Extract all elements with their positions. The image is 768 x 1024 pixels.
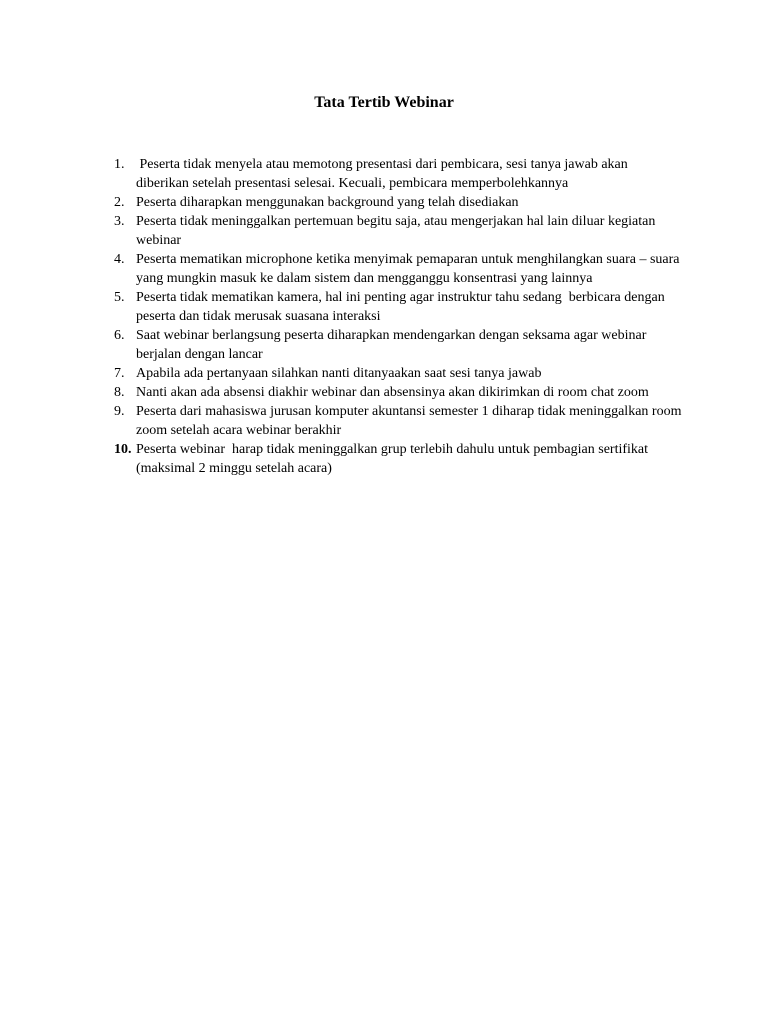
rule-number: 1. bbox=[114, 157, 125, 172]
rule-text: Peserta tidak meninggalkan pertemuan begitu saja, atau mengerjakan hal lain diluar kegiatan webinar bbox=[136, 214, 656, 248]
rule-text: Apabila ada pertanyaan silahkan nanti ditanyaakan saat sesi tanya jawab bbox=[136, 366, 542, 381]
rule-text: Peserta tidak menyela atau memotong presentasi dari pembicara, sesi tanya jawab akan diberikan setelah presentasi selesai. Kecuali, pembicara memperbolehkannya bbox=[136, 157, 632, 191]
document-title: Tata Tertib Webinar bbox=[314, 94, 454, 111]
rule-number: 8. bbox=[114, 385, 125, 400]
rule-item-3 bbox=[114, 212, 684, 250]
rule-number: 7. bbox=[114, 366, 125, 381]
rule-item-7 bbox=[114, 364, 684, 383]
rule-item-1 bbox=[114, 155, 684, 193]
rule-number: 9. bbox=[114, 404, 125, 419]
rule-text: Nanti akan ada absensi diakhir webinar dan absensinya akan dikirimkan di room chat zoom bbox=[136, 385, 649, 400]
rule-text: Peserta tidak mematikan kamera, hal ini penting agar instruktur tahu sedang berbicara dengan peserta dan tidak merusak suasana interaksi bbox=[136, 290, 669, 324]
rule-item-5 bbox=[114, 288, 684, 326]
rule-text: Peserta dari mahasiswa jurusan komputer akuntansi semester 1 diharap tidak meninggalkan room zoom setelah acara webinar berakhir bbox=[136, 404, 682, 438]
rule-item-9 bbox=[114, 402, 684, 440]
rule-text: Saat webinar berlangsung peserta diharapkan mendengarkan dengan seksama agar webinar berjalan dengan lancar bbox=[136, 328, 647, 362]
rule-item-4 bbox=[114, 250, 684, 288]
rule-item-2 bbox=[114, 193, 684, 212]
rule-number: 6. bbox=[114, 328, 125, 343]
rule-text: Peserta diharapkan menggunakan background yang telah disediakan bbox=[136, 195, 519, 210]
rule-item-8 bbox=[114, 383, 684, 402]
rule-number: 10. bbox=[114, 442, 132, 457]
rule-item-6 bbox=[114, 326, 684, 364]
rule-text: Peserta webinar harap tidak meninggalkan grup terlebih dahulu untuk pembagian sertifikat (maksimal 2 minggu setelah acara) bbox=[136, 442, 652, 476]
rule-number: 3. bbox=[114, 214, 125, 229]
rule-number: 5. bbox=[114, 290, 125, 305]
rule-text: Peserta mematikan microphone ketika menyimak pemaparan untuk menghilangkan suara – suara yang mungkin masuk ke dalam sistem dan mengganggu konsentrasi yang lainnya bbox=[136, 252, 680, 286]
rule-item-10 bbox=[114, 440, 684, 478]
rule-number: 4. bbox=[114, 252, 125, 267]
rule-number: 2. bbox=[114, 195, 125, 210]
rules-list bbox=[114, 155, 684, 478]
